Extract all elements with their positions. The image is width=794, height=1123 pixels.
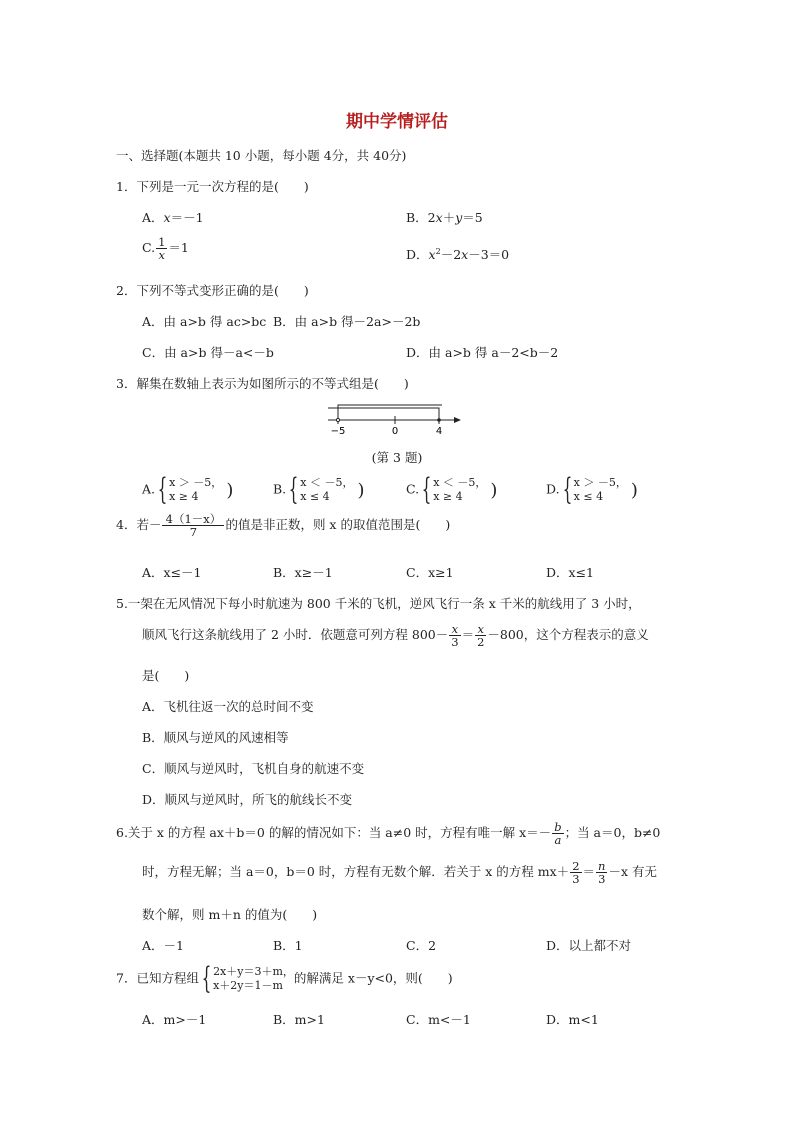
q3-option-d: D.{ x ＞ －5， x ≤ 4 ) [546, 472, 638, 507]
open-point [336, 418, 339, 421]
q6-option-d: D．以上都不对 [546, 938, 632, 953]
fraction: $\frac{2}{3}$ [572, 859, 580, 887]
q5-option-c: C．顺风与逆风时，飞机自身的航速不变 [142, 761, 365, 776]
q7-option-c: C．m<－1 [406, 1012, 471, 1027]
q2-option-c: C．由 a>b 得－a<－b [142, 345, 274, 360]
q1-option-a: A．x＝－1 [142, 210, 204, 225]
fraction: $\frac{4(1-x)}{7}$ [162, 513, 224, 538]
tick-label-neg5: −5 [330, 426, 346, 437]
q1-option-c: C. $\frac{1}{x}$ ＝1 [142, 235, 189, 263]
figure-caption: (第 3 题) [371, 450, 423, 465]
q5-line3: 是( ) [142, 668, 190, 683]
fraction: $\frac{n}{3}$ [598, 859, 606, 887]
tick-label-4: 4 [435, 426, 443, 437]
q7-option-d: D．m<1 [546, 1012, 599, 1027]
tick-label-0: 0 [391, 426, 399, 437]
q4-option-c: C．x≥1 [406, 565, 454, 580]
fraction: $\frac{x}{3}$ [451, 622, 459, 650]
q6-line2: 时，方程无解；当 a＝0，b＝0 时，方程有无数个解．若关于 x 的方程 mx＋ $\frac{2}{3}$ ＝ $\frac{n}{3}$ －x 有无 [142, 859, 657, 887]
fraction: $\frac{b}{a}$ [554, 820, 562, 848]
q1-stem: 1．下列是一元一次方程的是( ) [116, 179, 309, 194]
fraction: $\frac{1}{x}$ [158, 235, 166, 263]
q5-option-d: D．顺风与逆风时，所飞的航线长不变 [142, 792, 353, 807]
q6-line3: 数个解，则 m＋n 的值为( ) [142, 907, 318, 922]
solution-bracket-left [338, 405, 442, 420]
q5-option-a: A．飞机往返一次的总时间不变 [142, 699, 314, 714]
q2-option-d: D．由 a>b 得 a－2<b－2 [406, 345, 559, 360]
q4-option-d: D．x≤1 [546, 565, 594, 580]
q2-stem: 2．下列不等式变形正确的是( ) [116, 283, 309, 298]
arrow-icon [454, 417, 461, 423]
q6-option-b: B．1 [273, 938, 303, 953]
number-line-figure [320, 398, 470, 438]
q3-option-a: A.{ x ＞ －5， x ≥ 4 ) [142, 472, 234, 507]
q5-line2: 顺风飞行这条航线用了 2 小时．依题意可列方程 800－ $\frac{x}{3}$ ＝ $\frac{x}{2}$ －800，这个方程表示的意义 [142, 622, 649, 650]
q5-option-b: B．顺风与逆风的风速相等 [142, 730, 289, 745]
q7-stem: 7．已知方程组{ 2x＋y＝3＋m， x＋2y＝1－m 的解满足 x－y<0，则( ) [116, 961, 453, 996]
q4-stem: 4．若－ $\frac{4(1-x)}{7}$ 的值是非正数，则 x 的取值范围是( ) [116, 512, 451, 540]
q2-option-a: A．由 a>b 得 ac>bc [142, 314, 267, 329]
q6-option-a: A．－1 [142, 938, 184, 953]
solution-bracket-right [328, 408, 439, 420]
page-title: 期中学情评估 [346, 112, 448, 132]
q3-option-b: B.{ x ＜ －5， x ≤ 4 ) [273, 472, 365, 507]
q5-line1: 5.一架在无风情况下每小时航速为 800 千米的飞机，逆风飞行一条 x 千米的航线用了 3 小时， [116, 596, 641, 611]
closed-point [437, 418, 441, 422]
q1-option-d: D．$x^2-2x-3=0$ [406, 246, 510, 262]
q7-option-b: B．m>1 [273, 1012, 325, 1027]
q7-option-a: A．m>－1 [142, 1012, 207, 1027]
q4-option-b: B．x≥－1 [273, 565, 333, 580]
q3-option-c: C.{ x ＜ －5， x ≥ 4 ) [406, 472, 498, 507]
q3-stem: 3．解集在数轴上表示为如图所示的不等式组是( ) [116, 376, 409, 391]
q6-option-c: C．2 [406, 938, 437, 953]
q1-option-b: B．2x＋y＝5 [406, 210, 483, 225]
q6-line1: 6.关于 x 的方程 ax＋b＝0 的解的情况如下：当 a≠0 时，方程有唯一解 x＝－ $\frac{b}{a}$ ；当 a＝0，b≠0 [116, 820, 661, 848]
q2-option-b: B．由 a>b 得－2a>－2b [273, 314, 421, 329]
fraction: $\frac{x}{2}$ [477, 622, 485, 650]
section-heading: 一、选择题(本题共 10 小题，每小题 4分，共 40分) [116, 148, 407, 163]
q4-option-a: A．x≤－1 [142, 565, 202, 580]
